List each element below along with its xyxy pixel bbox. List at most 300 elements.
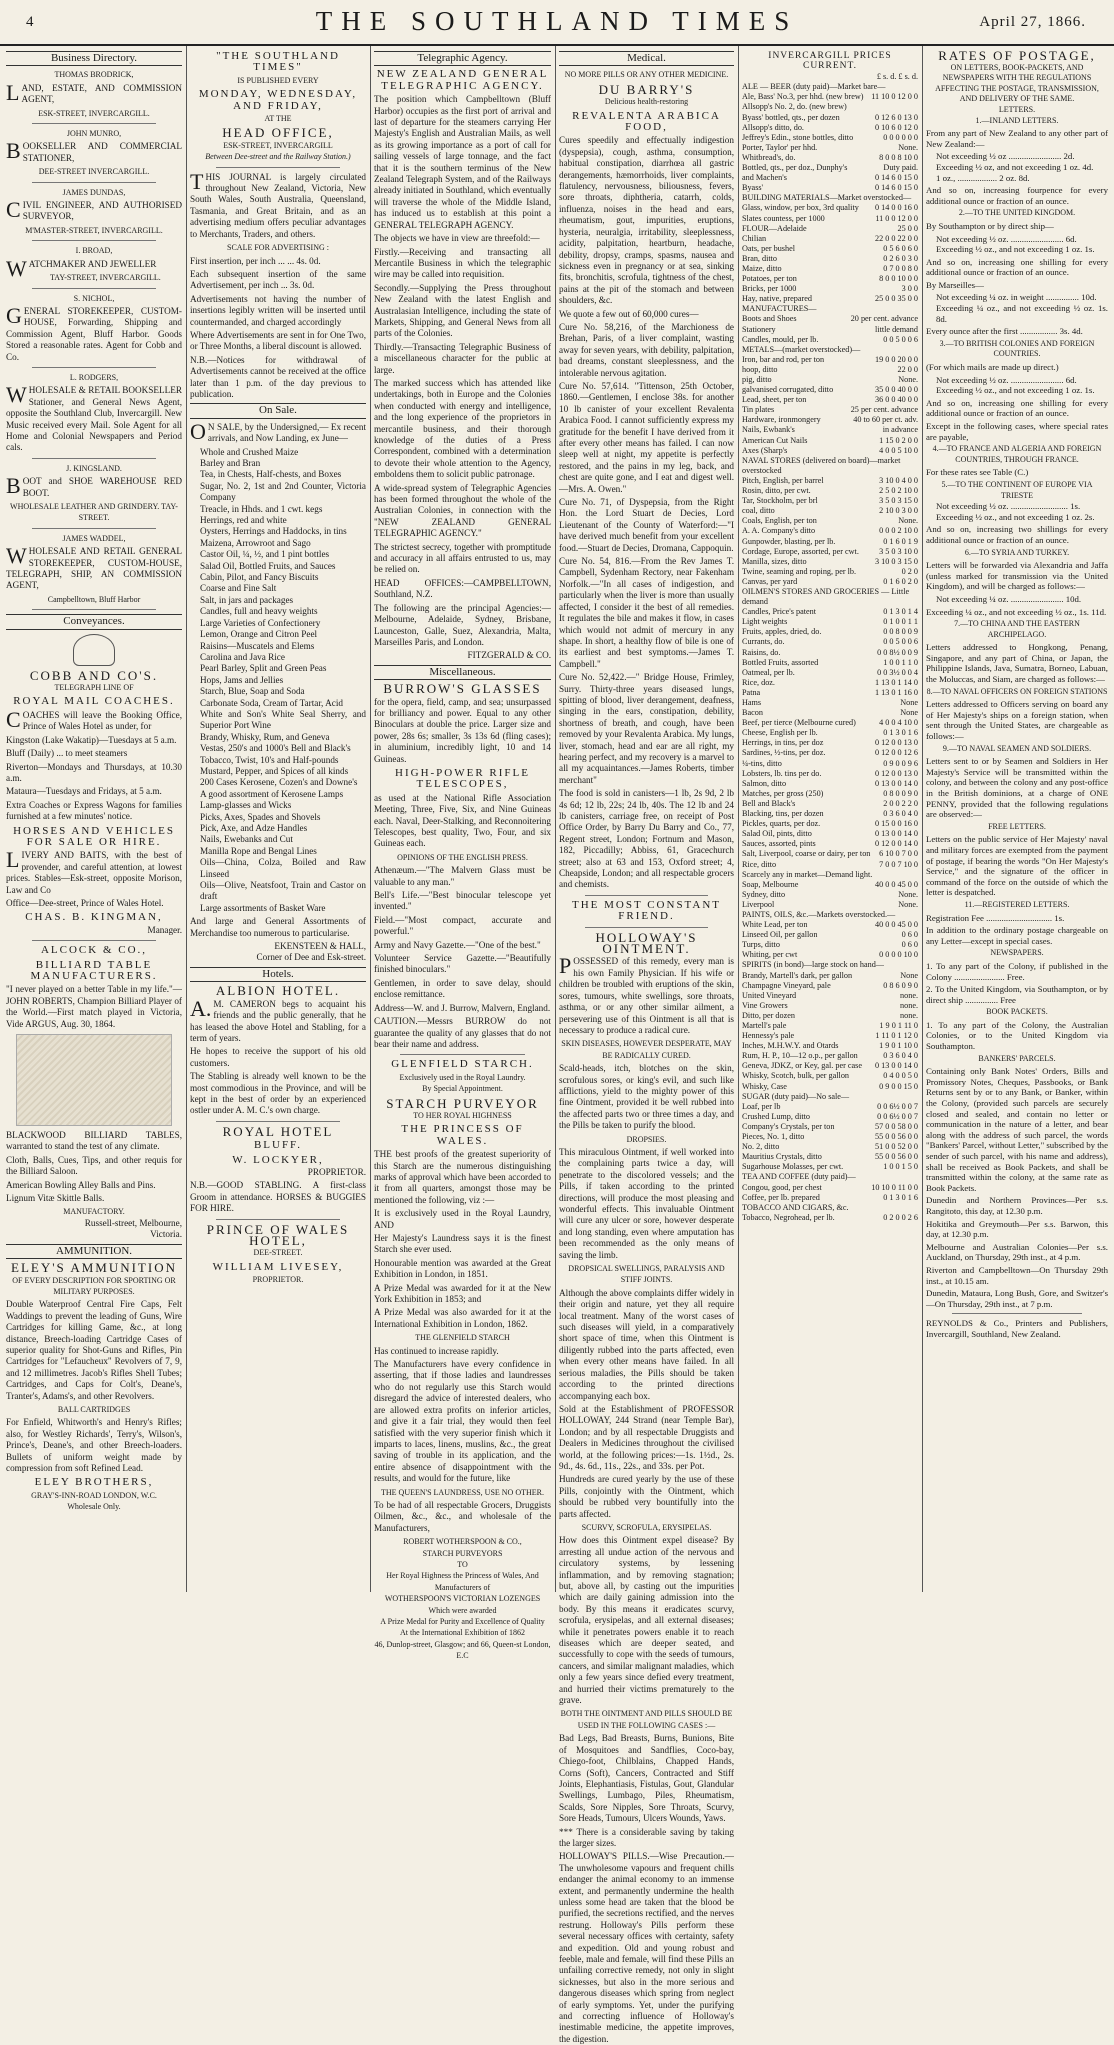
price-label: Martell's pale: [742, 1021, 787, 1030]
ad-title: ALBION HOTEL.: [215, 983, 341, 999]
ad-title: MONDAY, WEDNESDAY, AND FRIDAY,: [198, 88, 358, 112]
sale-item: Cabin, Pilot, and Fancy Biscuits: [200, 572, 319, 583]
divider: [32, 182, 156, 183]
price-label: Hams: [742, 698, 762, 707]
billiard-table-engraving-icon: [16, 1034, 172, 1126]
price-label: Slates countess, per 1000: [742, 213, 825, 223]
sale-item: Lamp-glasses and Wicks: [200, 800, 292, 811]
price-value: 0 0 6½ 0 0 7: [877, 1111, 918, 1121]
price-value: 0 2 0 0 2 6: [883, 1212, 918, 1222]
price-value: None: [900, 708, 918, 718]
price-row: [742, 1112, 918, 1122]
sale-item: Tea, in Chests, Half-chests, and Boxes: [200, 469, 342, 480]
postage-rate: Exceeding ½ oz, and not exceeding 1 oz. 4d.: [936, 161, 1094, 172]
ad-text: Cures speedily and effectually indigestion (dyspepsia), cough, asthma, consumption, habitual constipation, diarrhœa all gastric derangements, hæmorrhoids, liver complaints, flatulency, nervousness, biliousness, fevers, sore throats, diphtheria, catarrh, colds, influenza, noises in the head and ears, rheumatism, gout, impurities, eruptions, hysteria, neuralgia, irritability, sleeplessness, acidity, palpitation, heartburn, headache, debility, dropsy, cramps, spasms, nausea and sickness even in pregnancy or at sea, sinking fits, bronchitis, scrofula, tightness of the chest, pains at the pit of the stomach and between shoulders, &c.: [559, 135, 734, 306]
directory-name: JOHN MUNRO,: [66, 129, 122, 139]
ad-subtitle: AT THE: [264, 114, 292, 124]
postage-heading: NEWSPAPERS.: [990, 948, 1044, 958]
price-row: [742, 557, 918, 567]
price-row: [742, 1213, 918, 1223]
price-value: 0 6 0: [901, 940, 918, 950]
price-row: [742, 648, 918, 658]
ad-subtitle: Exclusively used in the Royal Laundry.: [399, 1072, 526, 1082]
price-label: A. A. Company's ditto: [742, 526, 816, 536]
postage-heading: BANKERS' PARCELS.: [978, 1053, 1056, 1063]
ad-signature: WILLIAM LIVESEY,: [212, 1260, 344, 1273]
directory-name: I. BROAD,: [75, 246, 113, 256]
price-label: Bacon: [742, 708, 763, 718]
ad-text: Secondly.—Supplying the Press throughout New Zealand with the latest English and Australasian Intelligence, including the state of Markets, Shipping, and General News from all parts of the Colonies.: [374, 282, 551, 339]
price-label: Linseed Oil, per gallon: [742, 930, 818, 940]
ad-text: The objects we have in view are threefold:—: [374, 233, 540, 244]
ad-title: NEW ZEALAND GENERAL TELEGRAPHIC AGENCY.: [376, 68, 549, 92]
ad-title: STARCH PURVEYOR: [386, 1095, 539, 1111]
postage-heading: 2.—TO THE UNITED KINGDOM.: [958, 208, 1076, 218]
ad-address: 46, Dunlop-street, Glasgow; and 66, Queen-st London, E.C: [374, 1639, 551, 1661]
price-value: none.: [900, 990, 918, 1000]
postage-text: And so on, increasing two shillings for every additional ounce or fraction of an ounce.: [926, 524, 1108, 545]
postage-heading: 6.—TO SYRIA AND TURKEY.: [964, 547, 1070, 557]
ad-text: To be had of all respectable Grocers, Druggists Oilmen, &c., &c., and wholesale of the Manufacturers,: [374, 1499, 551, 1533]
price-row: [742, 1061, 918, 1071]
ad-text: Cure No. 58,216, of the Marchioness de Brehan, Paris, of a liver complaint, wasting away for seven years, with debility, palpitation, bad dreams, constant sleeplessness, and the intolerable nervous agitation.: [559, 321, 734, 378]
price-row: [742, 617, 918, 627]
postage-text: (For which mails are made up direct.): [926, 362, 1059, 373]
postage-text: Melbourne and Australian Colonies—Per s.s. Auckland, on Thursday, 29th inst., at 4 p.m.: [926, 1241, 1108, 1263]
postage-text: Riverton and Campbelltown—On Thursday 29th inst., at 10.15 am.: [926, 1264, 1108, 1286]
royal-crest-icon: [73, 634, 115, 666]
price-label: Potatoes, per ton: [742, 274, 797, 284]
price-row: [742, 113, 918, 123]
sale-item: Hops, Jams and Jellies: [200, 674, 284, 685]
column-prices: [742, 48, 918, 1590]
ad-text: Cloth, Balls, Cues, Tips, and other requis for the Billiard Saloon.: [6, 1154, 182, 1177]
ad-subtitle: A Prize Medal for Purity and Excellence of Quality: [380, 1617, 545, 1626]
ad-role: PROPRIETOR.: [307, 1166, 366, 1177]
price-label: Bell and Black's: [742, 798, 796, 808]
price-value: 1 15 0 2 0 0: [879, 435, 918, 445]
ad-text: Scald-heads, itch, blotches on the skin, scrofulous sores, or king's evil, and such like afflictions, yield to the mighty power of this fine Ointment, provided it be well rubbed into the affected parts two or three times a day, and the Pills be taken to purify the blood.: [559, 1063, 734, 1131]
price-label: Pitch, English, per barrel: [742, 475, 824, 485]
directory-address: WHOLESALE LEATHER AND GRINDERY. TAY-STREET.: [10, 502, 178, 523]
price-label: Candles, mould, per lb.: [742, 334, 819, 344]
price-value: 22 0 0: [897, 364, 918, 374]
sale-item: Coarse and Fine Salt: [200, 583, 277, 594]
price-label: Inches, M.H.W.Y. and Otards: [742, 1041, 839, 1051]
ad-text: POSSESSED of this remedy, every man is his own Family Physician. If his wife or children be troubled with eruptions of the skin, sores, tumours, white swellings, sore throats, asthma, or or any other similar ailment, a persevering use of this Ointment is all that is necessary to produce a radical cure.: [559, 953, 734, 1035]
ad-text: *** There is a considerable saving by taking the larger sizes.: [559, 1826, 734, 1848]
price-label: United Vineyard: [742, 990, 797, 1000]
ad-title: DU BARRY'S: [598, 81, 695, 97]
ad-title: COBB AND CO'S.: [29, 667, 159, 683]
price-label: Twine, seaming and roping, per lb.: [742, 566, 857, 576]
directory-name: THOMAS BRODRICK,: [54, 70, 134, 80]
price-row: [742, 809, 918, 819]
ad-title: THE PRINCESS OF WALES.: [401, 1123, 524, 1147]
section-heading: Telegraphic Agency.: [374, 51, 551, 66]
price-row: [742, 345, 918, 355]
price-value: 3 0 0: [901, 284, 918, 294]
price-row: [742, 920, 918, 930]
postage-text: Letters addressed to Hongkong, Penang, Singapore, and any part of China, or Japan, the Philippine Islands, Java, Sumatra, Borneo, Labuan, the Moluccas, and Siam, are charged as follows:—: [926, 642, 1108, 685]
ad-subtitle: DEE-STREET.: [253, 1248, 303, 1258]
price-value: 0 13 0 0 14 0: [875, 778, 918, 788]
price-row: [742, 799, 918, 809]
price-row: [742, 1031, 918, 1041]
directory-text: BOOKSELLER AND COMMERCIAL STATIONER,: [6, 138, 182, 164]
postage-text: 1. To any part of the Colony, the Australian Colonies, or to the United Kingdom via Southampton.: [926, 1019, 1108, 1052]
directory-address: M'MASTER-STREET, INVERCARGILL.: [25, 225, 163, 235]
price-value: 0 0 5 0 0 6: [883, 334, 918, 344]
sale-item: Mustard, Pepper, and Spices of all kinds: [200, 765, 349, 776]
directory-name: S. NICHOL,: [73, 293, 115, 303]
ad-text: American Bowling Alley Balls and Pins.: [6, 1179, 156, 1190]
price-value: Duty paid.: [883, 163, 918, 173]
ad-title: ALCOCK & CO.,: [40, 944, 148, 957]
ad-title: HIGH-POWER RIFLE TELESCOPES,: [395, 766, 530, 791]
price-row: [742, 436, 918, 446]
price-row: [742, 375, 918, 385]
ad-text: Cure No. 54, 816.—From the Rev James T. Campbell, Sydenham Rectory, near Fakenham Norfolk.—"In all cases of indigestion, and particularly when the liver is more than usually affected, I consider it the best of all remedies. It regulates the bile and makes it flow, in cases which would not admit of mercury in any shape. In short, a healthy flow of bile is one of its earliest and best symptoms.—James T. Campbell.": [559, 556, 734, 669]
ad-address: Russell-street, Melbourne,: [84, 1217, 182, 1228]
price-value: None.: [898, 516, 918, 526]
price-row: [742, 153, 918, 163]
price-value: 55 0 0 56 0 0: [875, 1152, 918, 1162]
price-label: BUILDING MATERIALS—Market overstocked—: [742, 193, 912, 203]
price-value: 51 0 0 52 0 0: [875, 1142, 918, 1152]
ad-subtitle: DROPSICAL SWELLINGS, PARALYSIS AND STIFF JOINTS.: [568, 1264, 725, 1285]
postage-heading: FREE LETTERS.: [988, 821, 1046, 831]
price-row: [742, 658, 918, 668]
price-label: NAVAL STORES (delivered on board)—market overstocked: [742, 455, 901, 475]
price-value: 0 1 0 0 1 1: [883, 617, 918, 627]
price-row: [742, 1193, 918, 1203]
ad-title: BILLIARD TABLE MANUFACTURERS.: [30, 958, 158, 982]
price-label: Turps, ditto: [742, 940, 780, 950]
price-row: [742, 395, 918, 405]
price-label: Ale, Bass' No.3, per hhd. (new brew): [742, 92, 864, 102]
price-row: [742, 1092, 918, 1102]
postage-rate: 1 oz., .................. 2 oz. 8d.: [936, 172, 1030, 183]
ad-text: LIVERY AND BAITS, with the best of provender, and careful attention, at lowest prices. Stables—Esk-street, opposite Morison, Law and Co: [6, 847, 182, 895]
postage-text: Exceeding ¼ oz., and not exceeding ½ oz., 1s. 11d.: [926, 606, 1107, 617]
ad-text: Gentlemen, in order to save delay, should enclose remittance.: [374, 977, 551, 1000]
directory-name: JAMES WADDEL,: [62, 533, 126, 543]
price-value: 1 9 0 1 11 0: [879, 1021, 918, 1030]
price-row: [742, 234, 918, 244]
directory-address: DEE-STREET INVERCARGILL.: [38, 167, 150, 177]
postage-heading: 11.—REGISTERED LETTERS.: [964, 899, 1070, 909]
ad-text: N.B.—GOOD STABLING. A first-class Groom in attendance. HORSES & BUGGIES FOR HIRE.: [190, 1180, 366, 1214]
price-value: 0 3 6 0 4 0: [883, 809, 918, 819]
price-row: [742, 1162, 918, 1172]
ad-title: "THE SOUTHLAND TIMES": [216, 50, 340, 74]
ad-text: How does this Ointment expel disease? By arresting all undue action of the nervous and circulatory systems, by lessening inflammation, and by removing stagnation; but, above all, by casting out the impurities which are daily gaining admission into the body. By this means it eradicates scurvy, scrofula, erysipelas, and all external diseases; while it penetrates powers enable it to reach diseases which are deeper seated, and successfully to cope with the seeds of tumours, cancers, and similar malignant maladies, which only a few years since defied every treatment, and hurried their victims prematurely to the grave.: [559, 1535, 734, 1706]
ad-text: He hopes to receive the support of his old customers.: [190, 1046, 366, 1068]
price-label: coal, ditto: [742, 506, 775, 516]
price-value: 0 13 0 0 14 0: [875, 829, 918, 839]
price-label: Loaf, per lb: [742, 1101, 781, 1111]
ad-subtitle: At the International Exhibition of 1862: [399, 1628, 526, 1638]
price-label: METALS—(market overstocked)—: [742, 344, 861, 354]
price-value: 2 5 0 2 10 0: [879, 486, 918, 496]
price-row: [742, 82, 918, 92]
price-row: [742, 637, 918, 647]
price-label: pig, ditto: [742, 375, 772, 384]
prices-table: [742, 82, 918, 1223]
price-value: 55 0 0 56 0 0: [875, 1132, 918, 1142]
ad-text: Cure No. 57,614. "Tittenson, 25th October, 1860.—Gentlemen, I enclose 38s. for another 10 lb canister of your excellent Revalenta Arabica Food. I cannot sufficiently express my gratitude for the benefit I have derived from it after every other means has failed. I can now sleep well at night, my appetite is perfectly restored, and the pains in my leg, back, and chest are quite gone, and I eat and digest well.—Mrs. A. Owen.": [559, 380, 734, 494]
divider: [216, 1219, 340, 1220]
ad-subtitle: ROBERT WOTHERSPOON & CO.,: [403, 1537, 522, 1547]
ad-text: Although the above complaints differ widely in their origin and nature, yet they all require local treatment. Many of the worst cases of such diseases will yield, in a comparatively short space of time, when this Ointment is diligently rubbed into the parts affected, even when every other means have failed. In all serious maladies, the Pills should be taken according to the printed directions accompanying each box.: [559, 1287, 734, 1401]
ad-text: THIS JOURNAL is largely circulated throughout New Zealand, Victoria, New South Wales, South Australia, Queensland, Tasmania, and Great Britain, and as an advertising medium offers peculiar advantages to Merchants, Traders, and others.: [190, 168, 366, 239]
postage-rate: Not exceeding ½ oz. ........................ 6d.: [936, 233, 1077, 244]
divider: [32, 940, 156, 941]
price-label: Byass' bottled, qts., per dozen: [742, 112, 840, 122]
price-value: 0 14 6 0 15 0: [875, 173, 918, 183]
price-value: 0 0 8½ 0 0 9: [877, 647, 918, 657]
price-row: [742, 728, 918, 738]
price-label: Ditto, per dozen: [742, 1010, 795, 1020]
price-label: Currants, do.: [742, 637, 785, 647]
price-label: Rum, H. P., 10—12 o.p., per gallon: [742, 1051, 858, 1061]
price-row: [742, 860, 918, 870]
price-label: No. 2, ditto: [742, 1142, 780, 1152]
ad-subtitle: IS PUBLISHED EVERY: [237, 75, 319, 85]
price-row: [742, 203, 918, 213]
price-label: Company's Crystals, per ton: [742, 1121, 835, 1131]
price-label: galvanised corrugated, ditto: [742, 385, 834, 395]
postage-text: And so on, increasing one shilling for every additional ounce or fraction of an ounce.: [926, 397, 1108, 419]
price-row: [742, 355, 918, 365]
postage-text: Containing only Bank Notes' Orders, Bills and Promissory Notes, Cheques, Passbooks, or Bank Returns sent by or to any Bank, or Banker, within the Colony, (provided such parcels are securely closed and sealed, and contain no letter or communication in the nature of a letter, and bear along with the address of such parcel, the words "Bankers' Parcel, without Letter," subscribed by the sender of such parcel, with his name and address), shall be received as Book Packets, and shall be transmitted within the colony, at the same rate as Book Packets.: [926, 1066, 1108, 1193]
price-value: 25 0 0: [897, 223, 918, 233]
price-row: [742, 890, 918, 900]
price-label: American Cut Nails: [742, 435, 808, 445]
sale-item: Brandy, Whisky, Rum, and Geneva: [200, 731, 330, 742]
postage-text: Hokitika and Greymouth—Per s.s. Barwon, this day, at 12.30 p.m.: [926, 1218, 1108, 1240]
price-row: [742, 254, 918, 264]
price-label: Vine Growers: [742, 1000, 788, 1010]
ad-subtitle: THE QUEEN'S LAUNDRESS, USE NO OTHER.: [381, 1487, 544, 1497]
price-value: 3 5 0 3 15 0: [879, 496, 918, 506]
price-value: 1 0 0 1 1 0: [883, 657, 918, 667]
postage-heading: BOOK PACKETS.: [986, 1007, 1048, 1017]
postage-text: Letters will be forwarded via Alexandria and Jaffa (unless marked for transmission via the United Kingdom), and will be charged as follows:—: [926, 560, 1108, 592]
price-value: 0 0 3½ 0 0 4: [877, 667, 918, 677]
divider: [400, 1054, 525, 1055]
price-row: [742, 688, 918, 698]
price-row: [742, 1152, 918, 1162]
directory-text: LAND, ESTATE, AND COMMISSION AGENT,: [6, 79, 182, 105]
price-value: 0 8 6 0 9 0: [883, 980, 918, 990]
postage-heading: 8.—TO NAVAL OFFICERS ON FOREIGN STATIONS: [926, 686, 1108, 696]
ad-text: for the opera, field, camp, and sea; unsurpassed for brilliancy and power. Equal to any other Binoculars at double the price. Larger size and power, 28s 6s; smaller, 3s 13s 6d (fling cases); in aluminium, incredibly light, 10 and 14 Guineas.: [374, 696, 551, 764]
price-label: Hardware, ironmongery: [742, 415, 821, 425]
price-label: Crushed Lump, ditto: [742, 1111, 810, 1121]
postage-text: Registration Fee .............................. 1s.: [926, 912, 1065, 923]
sale-item: Castor Oil, ¼, ½, and 1 pint bottles: [200, 549, 330, 560]
price-label: Light weights: [742, 617, 788, 627]
ad-text: HEAD OFFICES:—CAMPBELLTOWN, Southland, N.Z.: [374, 577, 551, 600]
ad-title: BURROW'S GLASSES: [383, 681, 542, 697]
price-label: Congou, good, per chest: [742, 1182, 822, 1192]
price-row: [742, 133, 918, 143]
price-row: [742, 627, 918, 637]
price-value: 0 2 6 0 3 0: [883, 253, 918, 263]
postage-rate: Not exceeding ¼ oz. in weight ............... 10d.: [936, 292, 1097, 303]
ad-text: Bad Legs, Bad Breasts, Burns, Bunions, Bite of Mosquitoes and Sandflies, Coco-bay, Chiego-foot, Chilblains, Chapped Hands, Corns (Soft), Cancers, Contracted and Stiff Joints, Elephantiasis, Fistulas, Gout, Glandular Swellings, Lumbago, Piles, Rheumatism, Scalds, Sore Nipples, Sore Throats, Scurvy, Sore Heads, Tumours, Ulcers Wounds, Yaws.: [559, 1733, 734, 1824]
price-value: 0 1 3 0 1 6: [883, 728, 918, 738]
price-row: [742, 779, 918, 789]
price-label: Iron, bar and rod, per ton: [742, 354, 825, 364]
price-row: [742, 224, 918, 234]
postage-text: By Southampton or by direct ship—: [926, 220, 1054, 231]
ad-text: Has continued to increase rapidly.: [374, 1345, 499, 1356]
price-label: Rosin, ditto, per cwt.: [742, 486, 811, 496]
ad-text: Office—Dee-street, Prince of Wales Hotel.: [6, 897, 164, 908]
price-row: [742, 516, 918, 526]
price-label: MANUFACTURES—: [742, 304, 817, 314]
price-value: 0 3 6 0 4 0: [883, 1051, 918, 1061]
ad-text: For Enfield, Whitworth's and Henry's Rifles; also, for Westley Richards', Terry's, Wilson's, Prince's, Deane's, and other Breech-loaders. Bullets of uniform weight made by compression from soft Refined Lead.: [6, 1417, 182, 1473]
price-row: [742, 607, 918, 617]
price-label: Porter, Taylor' per hhd.: [742, 142, 818, 152]
ad-text: Advertisements not having the number of insertions legibly written will be inserted until countermanded, and charged accordingly: [190, 293, 366, 327]
price-value: None.: [898, 375, 918, 384]
ad-text: Cure No. 52,422.—" Bridge House, Frimley, Surry. Thirty-three years diseased lungs, spitting of blood, liver derangement, deafness, singing in the ears, constipation, debility, shortness of breath, and cough, have been removed by your Revalenta Arabica. My lungs, liver, stomach, head and ear are all right, my hearing perfect, and my recovery is a marvel to all my acquaintances.—James Roberts, timber merchant": [559, 672, 734, 785]
sale-item: Starch, Blue, Soap and Soda: [200, 686, 305, 697]
price-row: [742, 880, 918, 890]
ad-subtitle: BLUFF.: [253, 1139, 303, 1152]
price-value: 0 5 6 0 6 0: [883, 243, 918, 253]
price-value: 3 10 0 3 15 0: [875, 556, 918, 566]
sale-item: Vestas, 250's and 1000's Bell and Black's: [200, 743, 351, 754]
price-value: 25 0 0 35 0 0: [875, 294, 918, 304]
price-row: [742, 829, 918, 839]
price-value: 0 14 0 0 16 0: [875, 203, 918, 213]
price-label: Tar, Stockholm, per brl: [742, 496, 818, 506]
price-label: hoop, ditto: [742, 364, 778, 374]
ad-signature: FITZGERALD & CO.: [467, 650, 551, 661]
price-value: 19 0 0 20 0 0: [875, 354, 918, 364]
price-value: 0 0 0 2 10 0: [879, 526, 918, 536]
sale-item: Candles, full and heavy weights: [200, 606, 318, 617]
price-row: [742, 496, 918, 506]
ad-text: It is exclusively used in the Royal Laundry, AND: [374, 1208, 551, 1230]
price-value: None: [900, 698, 918, 707]
price-row: [742, 718, 918, 728]
price-value: 0 12 0 0 12 6: [875, 748, 918, 758]
price-row: [742, 547, 918, 557]
ad-text: Volunteer Service Gazette.—"Beautifully finished binoculars.": [374, 953, 551, 975]
ad-title: ELEY'S AMMUNITION: [11, 1260, 177, 1276]
postage-heading: 4.—TO FRANCE AND ALGERIA AND FOREIGN COUNTRIES, THROUGH FRANCE.: [932, 444, 1102, 464]
sale-item: Treacle, in Hhds. and 1 cwt. kegs: [200, 503, 323, 514]
postage-heading: 9.—TO NAVAL SEAMEN AND SOLDIERS.: [942, 743, 1092, 753]
price-label: Jeffrey's Edin., stone bottles, ditto: [742, 132, 854, 142]
price-value: 36 0 0 40 0 0: [875, 395, 918, 405]
price-label: Champagne Vineyard, pale: [742, 980, 831, 990]
sale-item: Carbonate Soda, Cream of Tartar, Acid: [200, 697, 343, 708]
prices-title: INVERCARGILL PRICES CURRENT.: [768, 51, 892, 72]
price-label: ¼-tins, ditto: [742, 758, 782, 768]
price-row: [742, 193, 918, 203]
ad-title: HEAD OFFICE,: [222, 125, 334, 141]
ad-role: PROPRIETOR.: [252, 1275, 304, 1285]
ad-text: Army and Navy Gazette.—"One of the best.": [374, 939, 541, 950]
price-label: Stationery: [742, 324, 776, 334]
postage-text: By Marseilles—: [926, 279, 984, 290]
price-label: Oatmeal, per lb.: [742, 667, 795, 677]
price-value: 1 0 0 1 5 0: [883, 1162, 918, 1172]
price-row: [742, 839, 918, 849]
price-label: Hay, native, prepared: [742, 294, 812, 304]
price-value: 3 5 0 3 10 0: [879, 546, 918, 556]
price-value: 1 13 0 1 14 0: [875, 677, 918, 687]
postage-title: RATES OF POSTAGE,: [938, 48, 1096, 63]
directory-name: JAMES DUNDAS,: [62, 187, 126, 197]
ad-text: Bell's Life.—"Best binocular telescope yet invented.": [374, 890, 551, 912]
postage-rate: Exceeding ½ oz., and not exceeding 1 oz. 1s.: [936, 244, 1095, 255]
price-value: 20 per cent. advance: [850, 314, 918, 324]
price-label: Lobsters, lb. tins per do.: [742, 768, 822, 778]
ad-signature: EKENSTEEN & HALL,: [274, 941, 366, 952]
sale-item: Picks, Axes, Spades and Shovels: [200, 811, 321, 822]
price-value: 8 0 0 8 10 0: [879, 152, 918, 162]
ad-subtitle: Her Royal Highness the Princess of Wales, And Manufacturers of: [386, 1571, 539, 1592]
ad-text: Her Majesty's Laundress says it is the finest Starch she ever used.: [374, 1233, 551, 1255]
price-label: Soap, Melbourne: [742, 879, 799, 889]
price-row: [742, 183, 918, 193]
price-value: 0 1 6 0 1 9: [883, 536, 918, 546]
price-row: [742, 789, 918, 799]
sale-item: Salt, in jars and packages: [200, 594, 294, 605]
price-value: 0 2 0: [901, 566, 918, 576]
price-row: [742, 870, 918, 880]
ad-text: The Manufacturers have every confidence in asserting, that if those ladies and laundresses who do not regularly use this Starch would disregard the advice of interested dealers, who are allowed extra profits on inferior articles, and give it a fair trial, they would then feel satisfied with the very superior finish which it imparts to laces, linens, muslins, &c., the great saving of trouble in its application, and the entire absence of disappointment with the results, and would for the future, like: [374, 1359, 551, 1484]
ad-subtitle: ESK-STREET, INVERCARGILL: [223, 140, 333, 150]
price-label: Hennessy's pale: [742, 1031, 795, 1041]
ad-text: Address—W. and J. Burrow, Malvern, England.: [374, 1002, 551, 1013]
ad-text: Sold at the Establishment of PROFESSOR HOLLOWAY, 244 Strand (near Temple Bar), London; and by all respectable Druggists and Dealers in Medicines throughout the civilised world, at the following prices:—1s. 1½d., 2s. 9d., 4s. 6d., 11s., 22s., and 33s. per Pot.: [559, 1403, 734, 1471]
postage-text: Letters addressed to Officers serving on board any of Her Majesty's ships on a foreign station, when sent through the United States, are chargeable as follows:—: [926, 699, 1108, 742]
ad-subtitle: DROPSIES.: [626, 1134, 667, 1144]
postage-rate: Not exceeding ½ oz. ........................ 6d.: [936, 374, 1077, 385]
price-row: [742, 567, 918, 577]
price-value: 0 12 0 0 13 0: [875, 768, 918, 778]
sale-item: 200 Cases Kerosene, Cozen's and Downe's: [200, 777, 358, 788]
price-label: White Lead, per ton: [742, 920, 808, 930]
price-row: [742, 698, 918, 708]
price-row: [742, 486, 918, 496]
price-row: [742, 385, 918, 395]
postage-text: For these rates see Table (C.): [926, 467, 1029, 478]
price-value: None: [900, 970, 918, 980]
price-label: Tin plates: [742, 405, 775, 415]
ad-subtitle: BALL CARTRIDGES: [57, 1404, 131, 1414]
divider: [32, 240, 156, 241]
postage-text: And so on, increasing one shilling for every additional ounce or fraction of an ounce.: [926, 256, 1108, 278]
price-row: [742, 304, 918, 314]
ad-title: THE MOST CONSTANT FRIEND.: [571, 898, 722, 923]
ad-subtitle: SCALE FOR ADVERTISING :: [227, 243, 329, 253]
coach-timetable: [6, 706, 182, 823]
price-row: [742, 950, 918, 960]
price-label: Brandy, Martell's dark, per gallon: [742, 970, 853, 980]
price-value: 0 0 8 0 0 9: [883, 627, 918, 637]
